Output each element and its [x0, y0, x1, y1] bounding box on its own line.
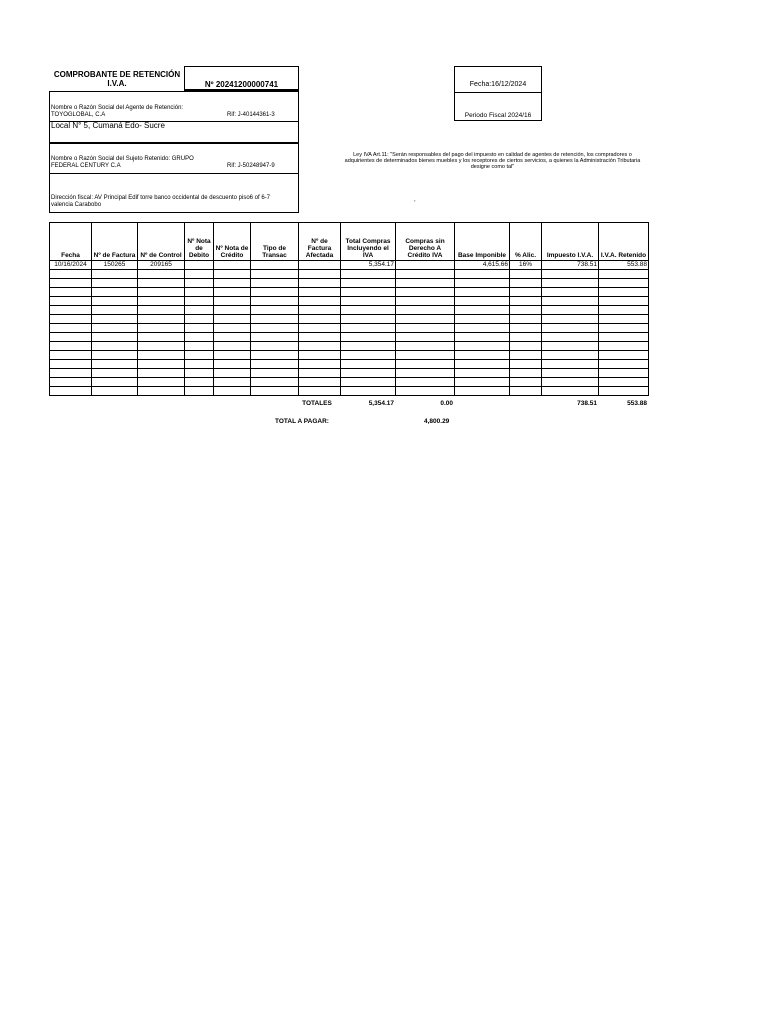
table-cell: [299, 342, 341, 351]
table-cell: [185, 378, 214, 387]
table-cell: [455, 351, 510, 360]
table-row-empty: [50, 297, 649, 306]
table-cell: [185, 324, 214, 333]
sujeto-label: Nombre o Razón Social del Sujeto Retenido: GRUPO: [51, 156, 194, 162]
table-cell: [185, 333, 214, 342]
table-cell: [138, 387, 185, 396]
table-cell: [542, 306, 599, 315]
document-title: [50, 70, 184, 88]
table-cell: [299, 387, 341, 396]
table-cell: [251, 279, 299, 288]
table-cell: [299, 279, 341, 288]
table-row: [50, 261, 649, 270]
total-compras: 5,354.17: [368, 400, 394, 407]
table-cell: [510, 297, 542, 306]
table-cell: [542, 279, 599, 288]
table-cell: [341, 288, 396, 297]
table-cell: [138, 333, 185, 342]
table-cell: [455, 342, 510, 351]
table-cell: [299, 261, 341, 270]
table-cell: [185, 387, 214, 396]
table-cell: [251, 369, 299, 378]
table-cell: [251, 306, 299, 315]
title-line-1: COMPROBANTE DE RETENCIÓN: [53, 70, 181, 79]
table-cell: [599, 333, 649, 342]
divider: [50, 173, 298, 174]
fecha-periodo-box: [454, 66, 542, 121]
table-cell: [510, 324, 542, 333]
table-cell: 209165: [138, 261, 185, 270]
table-cell: [214, 333, 251, 342]
table-cell: [214, 315, 251, 324]
table-cell: [396, 387, 455, 396]
table-cell: [510, 306, 542, 315]
table-cell: [455, 324, 510, 333]
table-cell: [396, 342, 455, 351]
table-cell: [599, 342, 649, 351]
table-cell: [251, 297, 299, 306]
column-header: % Alic.: [510, 223, 542, 261]
table-cell: [50, 369, 92, 378]
table-cell: [341, 279, 396, 288]
table-cell: [251, 387, 299, 396]
table-cell: [510, 270, 542, 279]
table-cell: [510, 378, 542, 387]
table-cell: [341, 270, 396, 279]
total-retenido: 553.88: [627, 400, 647, 407]
table-cell: [92, 324, 138, 333]
retention-table: [49, 222, 649, 396]
table-cell: [542, 378, 599, 387]
periodo-fiscal: Periodo Fiscal 2024/16: [464, 112, 532, 119]
table-cell: [510, 288, 542, 297]
table-cell: [542, 387, 599, 396]
table-cell: [214, 306, 251, 315]
table-cell: [50, 270, 92, 279]
sujeto-address-2: valencia Carabobo: [51, 202, 102, 208]
table-cell: [510, 351, 542, 360]
table-cell: [599, 324, 649, 333]
sujeto-address-1: Dirección fiscal: AV Principal Edif torre banco occidental de descuento piso6 of 6-7: [51, 195, 271, 201]
table-cell: [455, 306, 510, 315]
table-cell: [214, 360, 251, 369]
table-cell: [214, 342, 251, 351]
table-cell: [341, 297, 396, 306]
table-cell: [396, 378, 455, 387]
table-cell: [599, 279, 649, 288]
table-cell: [396, 288, 455, 297]
table-row-empty: [50, 333, 649, 342]
column-header: Fecha: [50, 223, 92, 261]
table-cell: [138, 324, 185, 333]
table-cell: [138, 360, 185, 369]
table-cell: [599, 387, 649, 396]
table-cell: [92, 369, 138, 378]
table-cell: [185, 297, 214, 306]
table-cell: [299, 288, 341, 297]
table-cell: [455, 270, 510, 279]
column-header: Nº Nota de Debito: [185, 223, 214, 261]
table-cell: 10/16/2024: [50, 261, 92, 270]
table-cell: [185, 351, 214, 360]
table-cell: [396, 306, 455, 315]
table-cell: [299, 360, 341, 369]
table-row-empty: [50, 315, 649, 324]
table-cell: [299, 270, 341, 279]
table-cell: [50, 342, 92, 351]
table-cell: [599, 369, 649, 378]
table-cell: [138, 279, 185, 288]
table-cell: [396, 369, 455, 378]
table-cell: [138, 270, 185, 279]
table-cell: [251, 351, 299, 360]
table-cell: [299, 369, 341, 378]
table-cell: [50, 378, 92, 387]
table-cell: [185, 261, 214, 270]
table-cell: [50, 297, 92, 306]
table-cell: [542, 270, 599, 279]
table-cell: [185, 315, 214, 324]
table-cell: [396, 333, 455, 342]
table-cell: [510, 333, 542, 342]
table-cell: [455, 288, 510, 297]
table-cell: [299, 297, 341, 306]
table-cell: [185, 279, 214, 288]
table-cell: [396, 279, 455, 288]
table-cell: [92, 297, 138, 306]
sujeto-name: FEDERAL CENTURY C.A: [51, 163, 121, 169]
table-cell: [92, 279, 138, 288]
column-header: Compras sin Derecho A Crédito IVA: [396, 223, 455, 261]
table-cell: [396, 324, 455, 333]
table-cell: [455, 369, 510, 378]
table-cell: [599, 288, 649, 297]
table-cell: [396, 270, 455, 279]
table-cell: [251, 261, 299, 270]
table-cell: [138, 288, 185, 297]
column-header: Nº Nota de Crédito: [214, 223, 251, 261]
sujeto-rif: Rif: J-50248947-9: [227, 163, 275, 169]
table-cell: [50, 306, 92, 315]
table-cell: [299, 351, 341, 360]
table-cell: [299, 333, 341, 342]
divider: [455, 92, 541, 93]
table-cell: [599, 315, 649, 324]
table-cell: [251, 378, 299, 387]
table-cell: [214, 378, 251, 387]
sujeto-box: [49, 143, 299, 213]
title-line-2: I.V.A.: [107, 79, 127, 88]
table-cell: [92, 351, 138, 360]
table-cell: [299, 306, 341, 315]
total-sin-derecho: 0.00: [440, 400, 453, 407]
table-cell: 738.51: [542, 261, 599, 270]
table-cell: [50, 279, 92, 288]
table-row-empty: [50, 387, 649, 396]
table-cell: [542, 315, 599, 324]
table-cell: [185, 270, 214, 279]
table-row-empty: [50, 378, 649, 387]
table-cell: [455, 387, 510, 396]
column-header: Total Compras Incluyendo el IVA: [341, 223, 396, 261]
totales-label: TOTALES: [302, 400, 332, 407]
table-cell: [396, 261, 455, 270]
table-cell: [214, 297, 251, 306]
table-cell: [341, 315, 396, 324]
table-cell: [510, 342, 542, 351]
table-cell: [138, 306, 185, 315]
table-cell: [455, 315, 510, 324]
agente-label: Nombre o Razón Social del Agente de Retención:: [51, 105, 184, 111]
table-cell: [214, 387, 251, 396]
table-cell: [92, 342, 138, 351]
table-cell: [542, 324, 599, 333]
table-cell: [214, 369, 251, 378]
table-cell: [251, 360, 299, 369]
table-cell: [396, 315, 455, 324]
table-cell: [396, 297, 455, 306]
table-cell: [542, 288, 599, 297]
table-cell: [50, 324, 92, 333]
table-cell: [214, 288, 251, 297]
table-cell: [341, 342, 396, 351]
table-cell: [50, 288, 92, 297]
stray-mark: ,: [414, 197, 416, 203]
table-cell: [251, 270, 299, 279]
table-cell: [510, 369, 542, 378]
table-cell: [510, 360, 542, 369]
table-cell: [599, 270, 649, 279]
table-cell: [455, 333, 510, 342]
table-cell: [341, 360, 396, 369]
table-cell: [455, 279, 510, 288]
table-cell: [542, 333, 599, 342]
table-cell: [185, 369, 214, 378]
table-cell: [214, 279, 251, 288]
table-cell: [299, 324, 341, 333]
table-cell: [185, 288, 214, 297]
agente-box: [49, 91, 299, 143]
table-cell: [92, 360, 138, 369]
table-cell: [599, 297, 649, 306]
comprobante-number: Nº 20241200000741: [184, 66, 299, 91]
column-header: Tipo de Transac: [251, 223, 299, 261]
table-cell: [599, 306, 649, 315]
table-cell: [299, 315, 341, 324]
table-cell: [455, 297, 510, 306]
table-cell: [185, 360, 214, 369]
table-cell: [542, 297, 599, 306]
table-cell: [542, 369, 599, 378]
table-cell: [455, 360, 510, 369]
table-cell: [341, 351, 396, 360]
table-cell: [92, 306, 138, 315]
table-cell: [92, 378, 138, 387]
table-cell: [599, 360, 649, 369]
table-row-empty: [50, 306, 649, 315]
table-cell: [92, 270, 138, 279]
total-pagar-value: 4,800.29: [424, 418, 450, 425]
table-cell: 4,615.66: [455, 261, 510, 270]
agente-name: TOYOGLOBAL, C.A: [51, 112, 106, 118]
table-cell: [50, 333, 92, 342]
table-cell: [299, 378, 341, 387]
column-header: Nº de Factura Afectada: [299, 223, 341, 261]
table-cell: 16%: [510, 261, 542, 270]
table-cell: 5,354.17: [341, 261, 396, 270]
table-cell: [341, 378, 396, 387]
table-cell: [542, 360, 599, 369]
table-header-row: [50, 223, 649, 261]
table-cell: [185, 342, 214, 351]
table-row-empty: [50, 279, 649, 288]
table-cell: [341, 369, 396, 378]
table-cell: [92, 315, 138, 324]
table-cell: [50, 351, 92, 360]
total-pagar-label: TOTAL A PAGAR:: [275, 418, 329, 425]
table-row-empty: [50, 342, 649, 351]
table-cell: [599, 378, 649, 387]
table-row-empty: [50, 288, 649, 297]
table-cell: [251, 342, 299, 351]
table-cell: [214, 351, 251, 360]
table-row-empty: [50, 324, 649, 333]
table-row-empty: [50, 369, 649, 378]
table-cell: [341, 306, 396, 315]
table-cell: [214, 324, 251, 333]
table-cell: [396, 360, 455, 369]
table-cell: [510, 315, 542, 324]
table-row-empty: [50, 270, 649, 279]
table-body: [50, 261, 649, 396]
table-cell: [542, 351, 599, 360]
table-cell: [138, 351, 185, 360]
table-cell: [455, 378, 510, 387]
table-cell: [92, 333, 138, 342]
column-header: Nº de Factura: [92, 223, 138, 261]
table-cell: [341, 387, 396, 396]
table-cell: [251, 315, 299, 324]
fecha: Fecha:16/12/2024: [469, 81, 527, 88]
table-cell: [138, 315, 185, 324]
table-cell: [251, 333, 299, 342]
table-cell: 553.88: [599, 261, 649, 270]
ley-iva-text: Ley IVA Art.11: "Serán responsables del pago del impuesto en calidad de agentes de retención, los compradores o adquirientes de determinados bienes muebles y los receptores de ciertos servicios, a quienes la Administración Tributaria designe como tal": [344, 152, 641, 170]
table-cell: [599, 351, 649, 360]
table-row-empty: [50, 360, 649, 369]
column-header: Base Imponible: [455, 223, 510, 261]
table-cell: [214, 270, 251, 279]
table-cell: [214, 261, 251, 270]
table-cell: [138, 378, 185, 387]
table-row-empty: [50, 351, 649, 360]
column-header: Nº de Control: [138, 223, 185, 261]
table-cell: [138, 342, 185, 351]
table-cell: [92, 288, 138, 297]
table-cell: [251, 324, 299, 333]
table-cell: [251, 288, 299, 297]
agente-address: Local N° 5, Cumaná Edo- Sucre: [51, 121, 165, 130]
table-cell: [138, 297, 185, 306]
table-cell: [50, 315, 92, 324]
total-impuesto: 738.51: [577, 400, 597, 407]
table-cell: [50, 360, 92, 369]
table-cell: [92, 387, 138, 396]
table-cell: [510, 387, 542, 396]
table-cell: [50, 387, 92, 396]
table-cell: 150265: [92, 261, 138, 270]
table-cell: [185, 306, 214, 315]
column-header: I.V.A. Retenido: [599, 223, 649, 261]
table-cell: [396, 351, 455, 360]
table-cell: [510, 279, 542, 288]
table-cell: [138, 369, 185, 378]
column-header: Impuesto I.V.A.: [542, 223, 599, 261]
table-cell: [341, 324, 396, 333]
agente-rif: Rif: J-40144361-3: [227, 112, 275, 118]
table-cell: [341, 333, 396, 342]
table-cell: [542, 342, 599, 351]
